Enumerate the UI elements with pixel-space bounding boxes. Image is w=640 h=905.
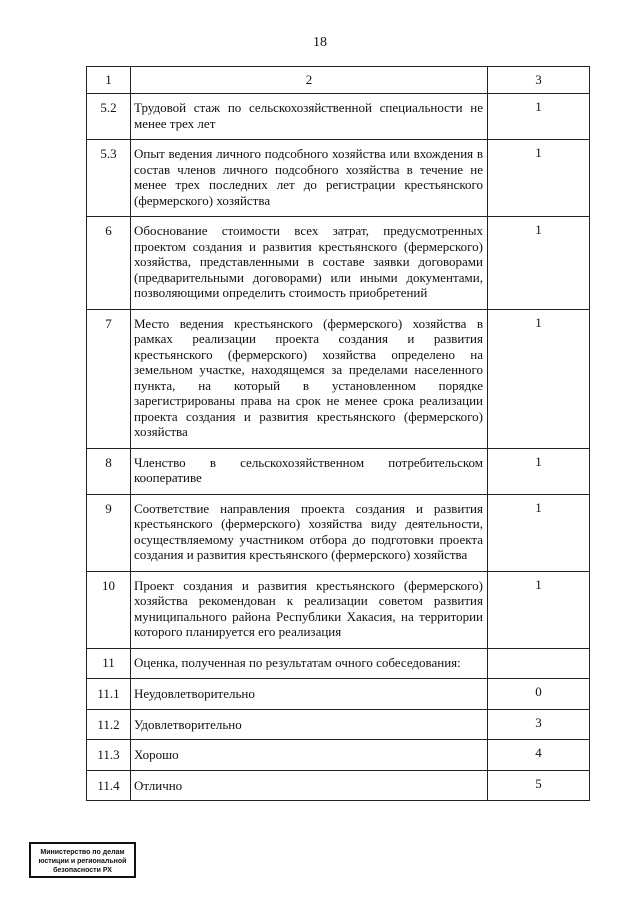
table-row bbox=[87, 494, 590, 571]
row-criterion: Трудовой стаж по сельскохозяйственной специальности не менее трех лет bbox=[131, 94, 488, 140]
stamp-line-1: Министерство по делам bbox=[40, 849, 125, 856]
row-number: 5.2 bbox=[87, 94, 131, 140]
row-criterion: Место ведения крестьянского (фермерского) хозяйства в рамках реализации проекта создания и развития крестьянского (фермерского) хозяйства определено на земельном участке, находящемся за пределами населенного пункта, на который в установленном порядке зарегистрированы права на срок не менее срока реализации проекта создания и развития крестьянского (фермерского) хозяйства bbox=[131, 309, 488, 448]
row-criterion: Обоснование стоимости всех затрат, предусмотренных проектом создания и развития крестьянского (фермерского) хозяйства, представленными в составе заявки договорами (предварительными договорами) или иными документами, позволяющими определить стоимость приобретений bbox=[131, 217, 488, 310]
row-number: 11.3 bbox=[87, 740, 131, 771]
page-number: 18 bbox=[313, 35, 327, 50]
row-number: 11.4 bbox=[87, 770, 131, 801]
row-number: 6 bbox=[87, 217, 131, 310]
row-number: 8 bbox=[87, 448, 131, 494]
row-criterion: Членство в сельскохозяйственном потребительском кооперативе bbox=[131, 448, 488, 494]
row-score: 3 bbox=[488, 709, 590, 740]
row-criterion: Проект создания и развития крестьянского (фермерского) хозяйства рекомендован к реализации советом развития муниципального района Республики Хакасия, на территории которого планируется его реализация bbox=[131, 571, 488, 648]
row-criterion: Опыт ведения личного подсобного хозяйства или вхождения в состав членов личного подсобного хозяйства в течение не менее трех последних лет до регистрации крестьянского (фермерского) хозяйства bbox=[131, 140, 488, 217]
stamp-line-2: юстиции и региональной bbox=[38, 858, 127, 865]
row-criterion: Неудовлетворительно bbox=[131, 679, 488, 710]
table-row bbox=[87, 140, 590, 217]
row-number: 11 bbox=[87, 648, 131, 679]
table-row bbox=[87, 448, 590, 494]
row-score: 1 bbox=[488, 217, 590, 310]
ministry-stamp bbox=[29, 842, 136, 878]
stamp-line-3: безопасности РХ bbox=[53, 867, 112, 874]
row-criterion: Оценка, полученная по результатам очного собеседования: bbox=[131, 648, 488, 679]
row-score: 4 bbox=[488, 740, 590, 771]
table-row bbox=[87, 571, 590, 648]
row-criterion: Хорошо bbox=[131, 740, 488, 771]
table-row bbox=[87, 679, 590, 710]
row-score: 1 bbox=[488, 140, 590, 217]
table-header-row bbox=[87, 67, 590, 94]
table-row bbox=[87, 648, 590, 679]
row-score: 1 bbox=[488, 448, 590, 494]
row-score: 1 bbox=[488, 309, 590, 448]
table-row bbox=[87, 709, 590, 740]
row-number: 11.2 bbox=[87, 709, 131, 740]
row-score: 5 bbox=[488, 770, 590, 801]
row-score: 1 bbox=[488, 94, 590, 140]
row-score: 0 bbox=[488, 679, 590, 710]
row-criterion: Соответствие направления проекта создания и развития крестьянского (фермерского) хозяйства виду деятельности, осуществляемому участником отбора до подготовки проекта создания и развития крестьянского (фермерского) хозяйства bbox=[131, 494, 488, 571]
table-row bbox=[87, 94, 590, 140]
header-cell-score: 3 bbox=[488, 67, 590, 94]
row-score bbox=[488, 648, 590, 679]
row-criterion: Удовлетворительно bbox=[131, 709, 488, 740]
row-number: 10 bbox=[87, 571, 131, 648]
criteria-table bbox=[86, 66, 590, 801]
row-number: 5.3 bbox=[87, 140, 131, 217]
header-cell-criterion: 2 bbox=[131, 67, 488, 94]
row-criterion: Отлично bbox=[131, 770, 488, 801]
row-score: 1 bbox=[488, 571, 590, 648]
row-number: 11.1 bbox=[87, 679, 131, 710]
row-score: 1 bbox=[488, 494, 590, 571]
table-row bbox=[87, 740, 590, 771]
table-row bbox=[87, 309, 590, 448]
row-number: 7 bbox=[87, 309, 131, 448]
table-row bbox=[87, 770, 590, 801]
table-row bbox=[87, 217, 590, 310]
header-cell-number: 1 bbox=[87, 67, 131, 94]
row-number: 9 bbox=[87, 494, 131, 571]
